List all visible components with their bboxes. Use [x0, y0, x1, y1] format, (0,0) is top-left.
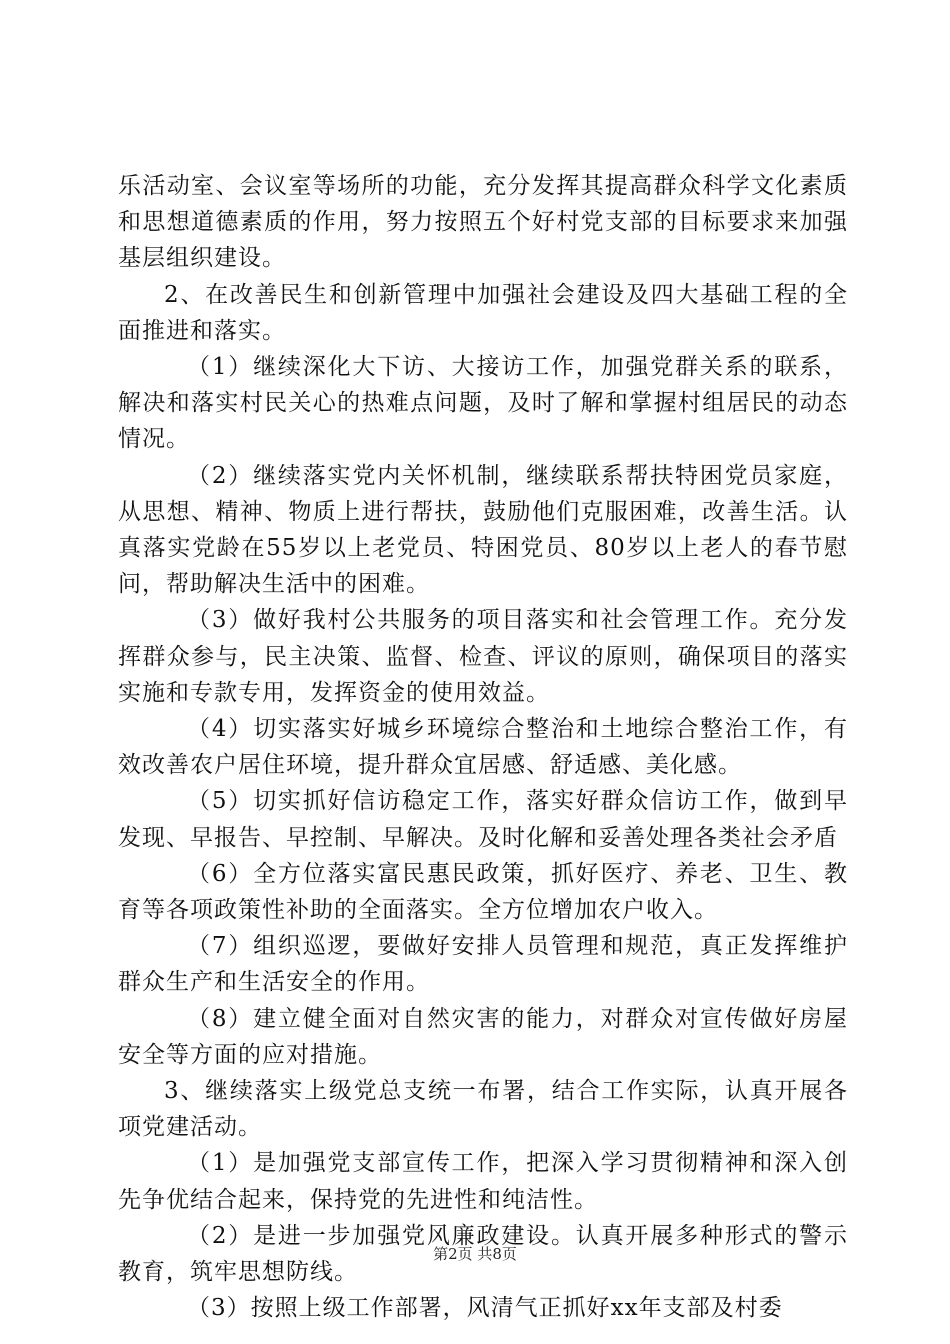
paragraph-item-2-6: （6）全方位落实富民惠民政策，抓好医疗、养老、卫生、教育等各项政策性补助的全面落实。全方位增加农户收入。 [118, 860, 848, 924]
paragraph-item-2-3: （3）做好我村公共服务的项目落实和社会管理工作。充分发挥群众参与，民主决策、监督、检查、评议的原则，确保项目的落实实施和专款专用，发挥资金的使用效益。 [118, 607, 848, 706]
paragraph-item-2-5: （5）切实抓好信访稳定工作，落实好群众信访工作，做到早发现、早报告、早控制、早解决。及时化解和妥善处理各类社会矛盾 [118, 788, 848, 851]
paragraph-item-2-7: （7）组织巡逻，要做好安排人员管理和规范，真正发挥维护群众生产和生活安全的作用。 [118, 933, 848, 996]
paragraph-item-2-2: （2）继续落实党内关怀机制，继续联系帮扶特困党员家庭，从思想、精神、物质上进行帮扶，鼓励他们克服困难，改善生活。认真落实党龄在55岁以上老党员、特困党员、80岁以上老人的春节慰问，帮助解决生活中的困难。 [118, 462, 848, 598]
document-body [118, 168, 848, 1327]
paragraph-item-3-2: （2）是进一步加强党风廉政建设。认真开展多种形式的警示教育，筑牢思想防线。 [118, 1222, 848, 1286]
paragraph-section-3: 3、继续落实上级党总支统一布署，结合工作实际，认真开展各项党建活动。 [118, 1078, 848, 1141]
paragraph-item-2-4: （4）切实落实好城乡环境综合整治和土地综合整治工作，有效改善农户居住环境，提升群众宜居感、舒适感、美化感。 [118, 716, 848, 779]
paragraph-continuation: 乐活动室、会议室等场所的功能，充分发挥其提高群众科学文化素质和思想道德素质的作用，努力按照五个好村党支部的目标要求来加强基层组织建设。 [118, 173, 848, 272]
paragraph-item-2-1: （1）继续深化大下访、大接访工作，加强党群关系的联系，解决和落实村民关心的热难点问题，及时了解和掌握村组居民的动态情况。 [118, 354, 848, 453]
paragraph-item-3-1: （1）是加强党支部宣传工作，把深入学习贯彻精神和深入创先争优结合起来，保持党的先进性和纯洁性。 [118, 1150, 848, 1213]
paragraph-section-2: 2、在改善民生和创新管理中加强社会建设及四大基础工程的全面推进和落实。 [118, 281, 848, 344]
paragraph-item-2-8: （8）建立健全面对自然灾害的能力，对群众对宣传做好房屋安全等方面的应对措施。 [118, 1005, 848, 1068]
paragraph-item-3-3: （3）按照上级工作部署，风清气正抓好xx年支部及村委 [187, 1295, 783, 1322]
page-footer: 第2页 共8页 [433, 1245, 517, 1263]
